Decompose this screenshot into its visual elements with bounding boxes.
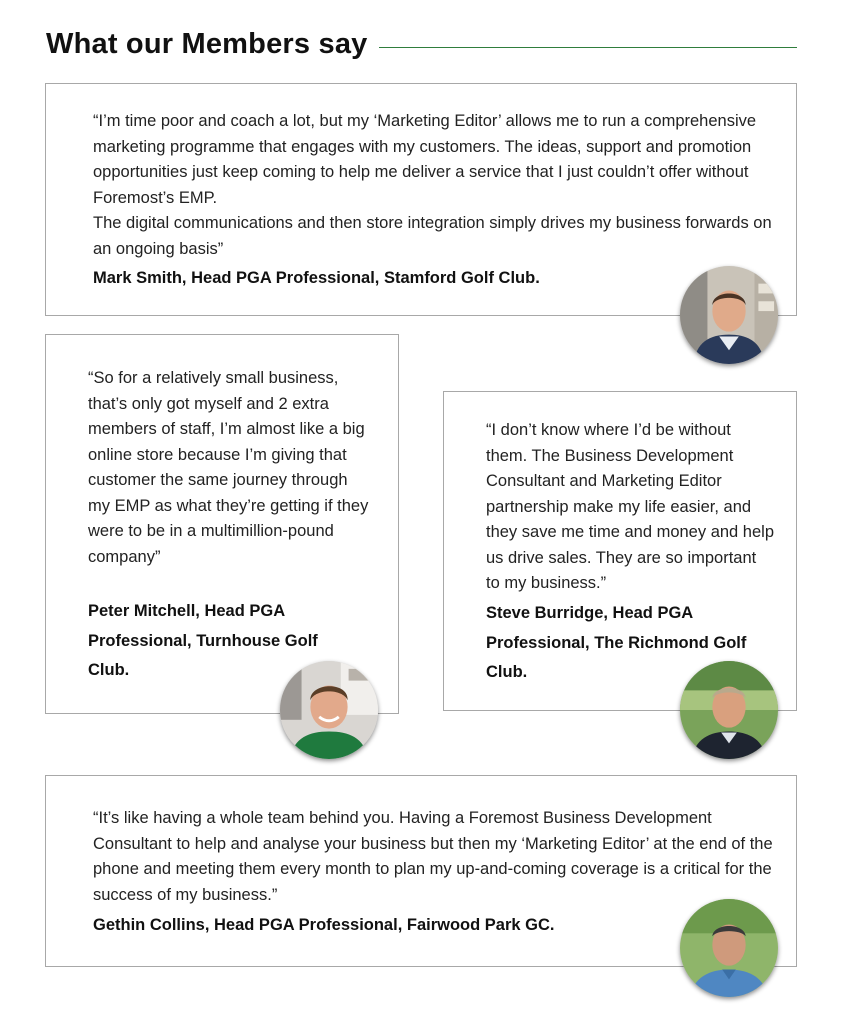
- peter-mitchell-portrait-photo: [280, 661, 378, 759]
- title-divider: [379, 47, 797, 48]
- testimonial-quote: “I don’t know where I’d be without them. The Business Development Consultant and Marketing Editor partnership make my life easier, and they save me time and money and help us drive sales. They are so important to my business.”: [486, 421, 775, 592]
- gethin-collins-portrait-photo: [680, 899, 778, 997]
- testimonial-author: Peter Mitchell, Head PGA Professional, Turnhouse Golf Club.: [88, 602, 318, 679]
- person-photo-icon: [680, 899, 778, 997]
- testimonial-quote: “It’s like having a whole team behind you. Having a Foremost Business Development Consultant to help and analyse your business but then my ‘Marketing Editor’ at the end of the phone and meeting them every month to plan my up-and-coming coverage is a critical for the success of my business.”: [93, 809, 773, 904]
- person-photo-icon: [280, 661, 378, 759]
- person-photo-icon: [680, 661, 778, 759]
- testimonial-author: Gethin Collins, Head PGA Professional, Fairwood Park GC.: [93, 916, 555, 934]
- person-photo-icon: [680, 266, 778, 364]
- testimonial-author: Steve Burridge, Head PGA Professional, The Richmond Golf Club.: [486, 604, 747, 681]
- testimonial-quote: “So for a relatively small business, that’s only got myself and 2 extra members of staff, I’m almost like a big online store because I’m giving that customer the same journey through my EMP as what they’re getting if they were to be in a multimillion-pound company”: [88, 369, 369, 566]
- section-title: What our Members say: [46, 28, 368, 60]
- mark-smith-portrait-photo: [680, 266, 778, 364]
- steve-burridge-portrait-photo: [680, 661, 778, 759]
- testimonial-author: Mark Smith, Head PGA Professional, Stamford Golf Club.: [93, 269, 540, 287]
- testimonial-quote: “I’m time poor and coach a lot, but my ‘Marketing Editor’ allows me to run a comprehensive marketing programme that engages with my customers. The ideas, support and promotion opportunities just keep coming to help me deliver a service that I just couldn’t offer without Foremost’s EMP. The digital communications and then store integration simply drives my business forwards on an ongoing basis”: [93, 112, 772, 258]
